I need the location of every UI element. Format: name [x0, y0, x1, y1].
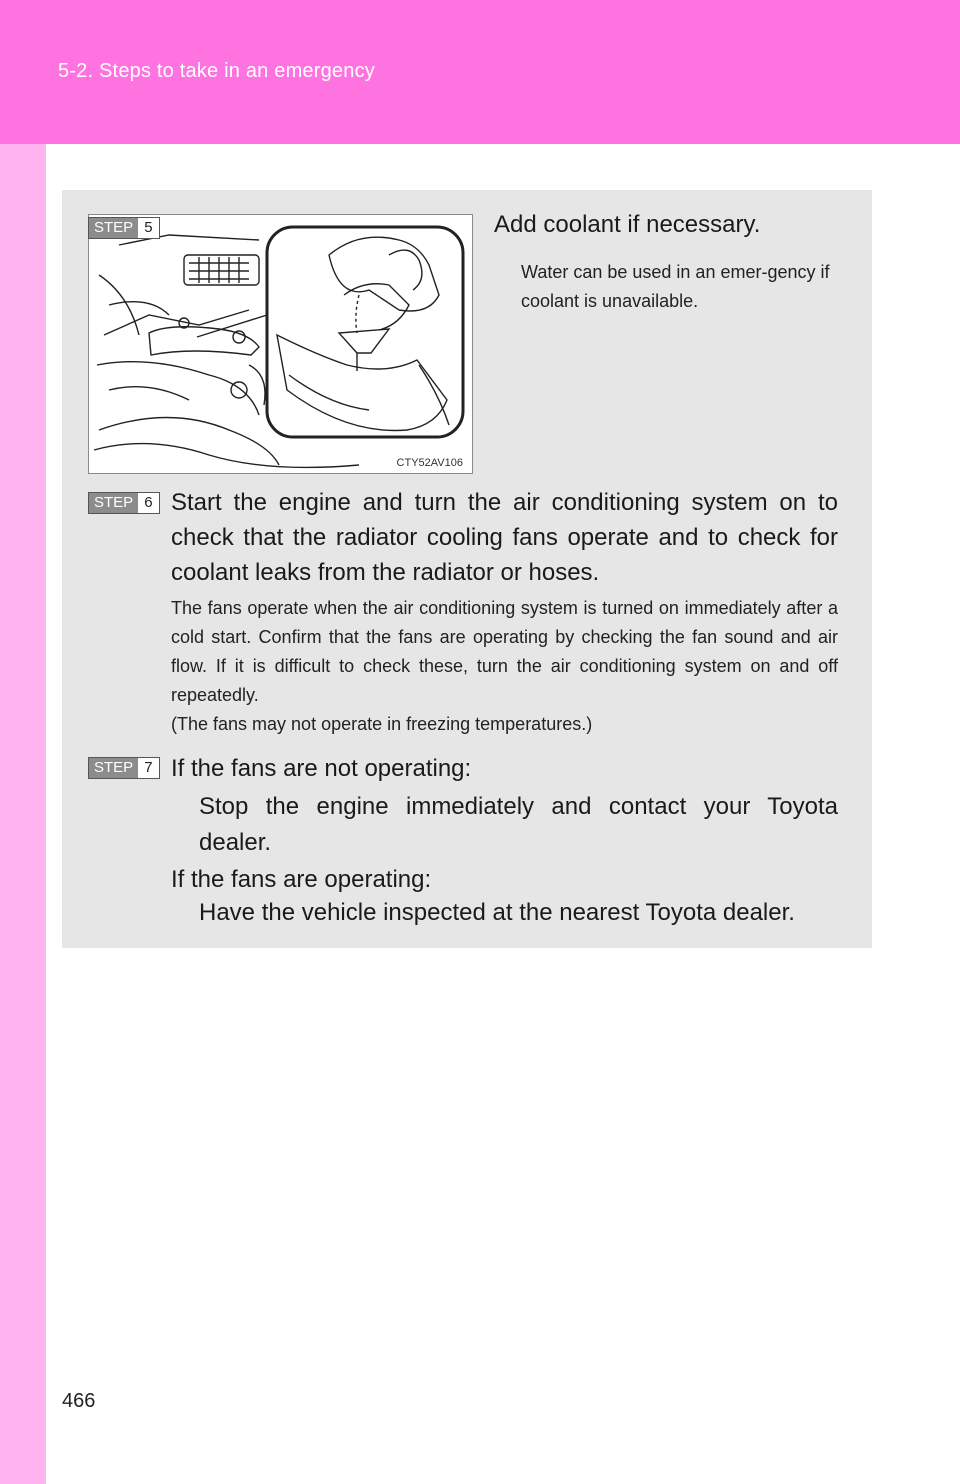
- step-7-condition-not-operating: If the fans are not operating:: [171, 755, 472, 782]
- step-number: 5: [144, 219, 153, 236]
- side-tab-strip: [0, 144, 46, 1484]
- step-6-note-freezing: (The fans may not operate in freezing temperatures.): [171, 714, 593, 734]
- step-label: STEP: [89, 218, 138, 238]
- engine-bay-drawing: [89, 215, 473, 474]
- figure-code: CTY52AV106: [396, 457, 463, 469]
- step-7-action-not-operating: Stop the engine immediately and contact your Toyota dealer.: [199, 793, 838, 856]
- step-5-instruction: Add coolant if necessary.: [494, 211, 761, 238]
- step-7-condition-operating: If the fans are operating:: [171, 866, 432, 893]
- step-5-badge: [88, 217, 160, 239]
- page-header: [0, 0, 960, 144]
- step-label: STEP: [89, 758, 138, 778]
- coolant-illustration: [88, 214, 473, 474]
- step-6-badge: [88, 492, 160, 514]
- step-label: STEP: [89, 493, 138, 513]
- step-7-badge: [88, 757, 160, 779]
- step-6-instruction: Start the engine and turn the air conditioning system on to check that the radiator cooling fans operate and to check for coolant leaks from the radiator or hoses.: [171, 489, 838, 586]
- page-number: 466: [62, 1390, 96, 1412]
- step-number: 6: [144, 494, 153, 511]
- step-5-note: Water can be used in an emer-gency if coolant is unavailable.: [521, 262, 830, 311]
- step-6-note: The fans operate when the air conditioning system is turned on immediately after a cold start. Confirm that the fans are operating by checking the fan sound and air flow. If it is difficult to check these, turn the air conditioning system on and off repeatedly.: [171, 598, 838, 705]
- step-number: 7: [144, 759, 153, 776]
- section-title: 5-2. Steps to take in an emergency: [58, 60, 375, 82]
- step-7-action-operating: Have the vehicle inspected at the nearest Toyota dealer.: [199, 899, 795, 926]
